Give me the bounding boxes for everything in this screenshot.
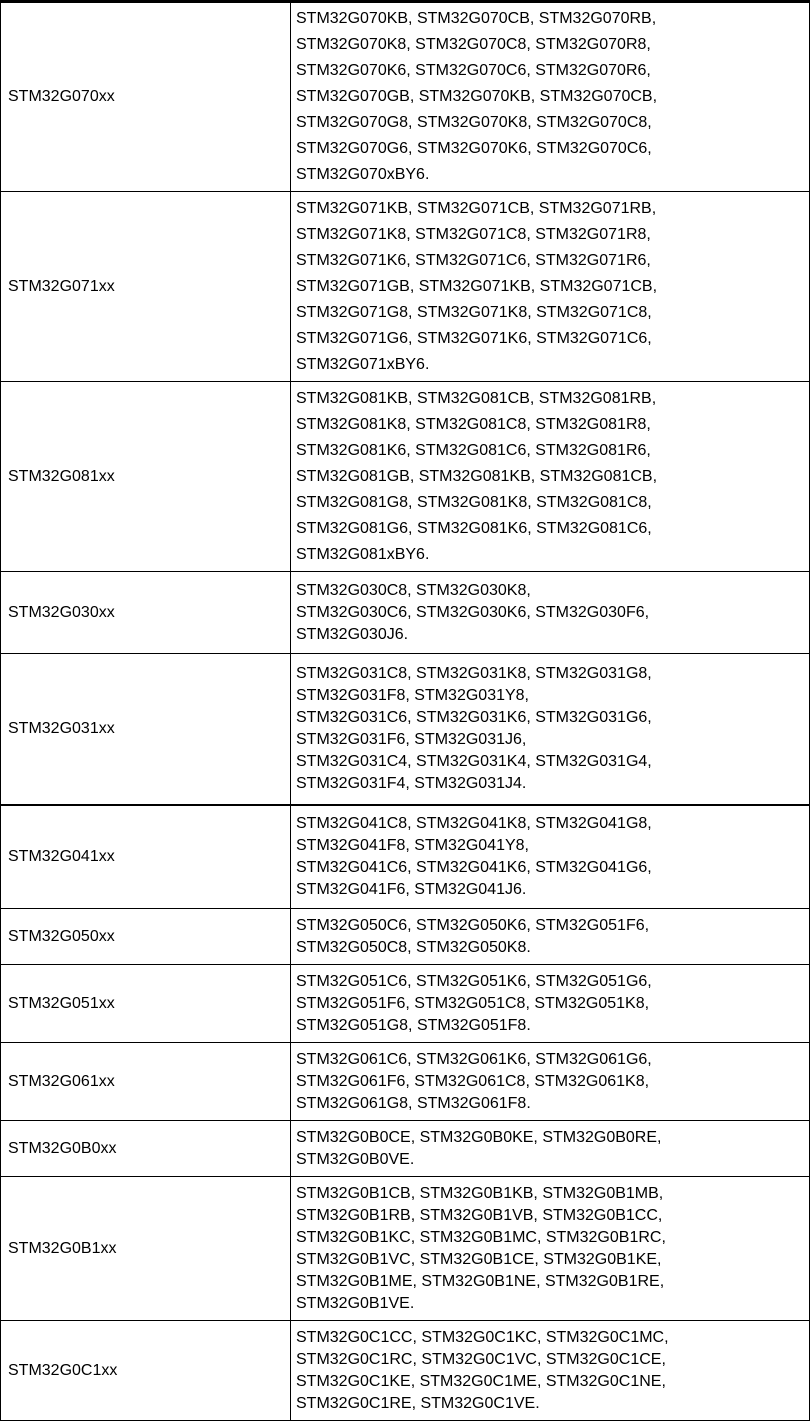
part-numbers-line: STM32G0C1KE, STM32G0C1ME, STM32G0C1NE, (296, 1372, 666, 1390)
part-numbers-line: STM32G051C6, STM32G051K6, STM32G051G6, (296, 972, 652, 990)
series-cell: STM32G030xx (1, 572, 291, 654)
part-numbers-line: STM32G070G8, STM32G070K8, STM32G070C8, (296, 114, 652, 131)
part-numbers-line: STM32G0B1VC, STM32G0B1CE, STM32G0B1KE, (296, 1250, 662, 1268)
part-numbers-line: STM32G081K6, STM32G081C6, STM32G081R6, (296, 441, 651, 459)
part-numbers-cell (291, 1121, 810, 1177)
table-row (1, 805, 810, 909)
part-numbers-line: STM32G051G8, STM32G051F8. (296, 1016, 531, 1034)
part-numbers-line: STM32G030C8, STM32G030K8, (296, 581, 531, 599)
part-numbers-line: STM32G070G6, STM32G070K6, STM32G070C6, (296, 140, 652, 157)
part-numbers-cell (291, 1043, 810, 1121)
part-numbers-line: STM32G081KB, STM32G081CB, STM32G081RB, (296, 389, 657, 407)
part-numbers-line: STM32G0B1KC, STM32G0B1MC, STM32G0B1RC, (296, 1228, 666, 1246)
part-numbers-line: STM32G0B0CE, STM32G0B0KE, STM32G0B0RE, (296, 1128, 662, 1146)
part-numbers-cell (291, 572, 810, 654)
series-cell: STM32G081xx (1, 382, 291, 572)
part-numbers-line: STM32G071G8, STM32G071K8, STM32G071C8, (296, 303, 652, 321)
series-cell: STM32G051xx (1, 965, 291, 1043)
series-cell: STM32G041xx (1, 805, 291, 909)
table-row (1, 654, 810, 805)
table-row (1, 909, 810, 965)
part-numbers-line: STM32G0B1VE. (296, 1294, 415, 1312)
part-numbers-line: STM32G070xBY6. (296, 166, 430, 183)
table-row (1, 572, 810, 654)
part-numbers-line: STM32G081G6, STM32G081K6, STM32G081C6, (296, 519, 652, 537)
part-numbers-line: STM32G0C1CC, STM32G0C1KC, STM32G0C1MC, (296, 1328, 669, 1346)
series-cell: STM32G050xx (1, 909, 291, 965)
part-numbers-line: STM32G071xBY6. (296, 355, 430, 373)
table-row (1, 2, 810, 192)
table-row (1, 1321, 810, 1421)
part-numbers-cell (291, 805, 810, 909)
part-numbers-cell (291, 192, 810, 382)
table-row (1, 382, 810, 572)
part-numbers-line: STM32G070K8, STM32G070C8, STM32G070R8, (296, 36, 651, 53)
part-numbers-line: STM32G071K6, STM32G071C6, STM32G071R6, (296, 251, 651, 269)
part-numbers-line: STM32G0C1RE, STM32G0C1VE. (296, 1394, 540, 1412)
part-numbers-line: STM32G0B1CB, STM32G0B1KB, STM32G0B1MB, (296, 1184, 664, 1202)
table-body (1, 2, 810, 1421)
part-numbers-cell (291, 382, 810, 572)
part-numbers-line: STM32G050C8, STM32G050K8. (296, 938, 531, 956)
part-numbers-line: STM32G0B0VE. (296, 1150, 415, 1168)
part-numbers-cell (291, 1177, 810, 1321)
part-numbers-line: STM32G071KB, STM32G071CB, STM32G071RB, (296, 199, 657, 217)
table-row (1, 192, 810, 382)
part-numbers-line: STM32G030C6, STM32G030K6, STM32G030F6, (296, 603, 650, 621)
part-numbers-line: STM32G041C8, STM32G041K8, STM32G041G8, (296, 814, 652, 832)
series-cell: STM32G070xx (1, 2, 291, 192)
series-cell: STM32G0B0xx (1, 1121, 291, 1177)
part-numbers-line: STM32G041C6, STM32G041K6, STM32G041G6, (296, 858, 652, 876)
part-numbers-line: STM32G030J6. (296, 625, 409, 643)
part-numbers-line: STM32G061F6, STM32G061C8, STM32G061K8, (296, 1072, 650, 1090)
part-numbers-line: STM32G050C6, STM32G050K6, STM32G051F6, (296, 916, 650, 934)
part-numbers-line: STM32G081G8, STM32G081K8, STM32G081C8, (296, 493, 652, 511)
series-cell: STM32G031xx (1, 654, 291, 805)
part-numbers-line: STM32G070K6, STM32G070C6, STM32G070R6, (296, 62, 651, 79)
part-numbers-line: STM32G081K8, STM32G081C8, STM32G081R8, (296, 415, 651, 433)
part-numbers-line: STM32G070GB, STM32G070KB, STM32G070CB, (296, 88, 658, 105)
part-numbers-line: STM32G031F8, STM32G031Y8, (296, 686, 529, 704)
part-numbers-line: STM32G031F6, STM32G031J6, (296, 730, 527, 748)
series-cell: STM32G071xx (1, 192, 291, 382)
series-cell: STM32G061xx (1, 1043, 291, 1121)
part-numbers-line: STM32G061C6, STM32G061K6, STM32G061G6, (296, 1050, 652, 1068)
part-numbers-cell (291, 909, 810, 965)
part-numbers-line: STM32G071K8, STM32G071C8, STM32G071R8, (296, 225, 651, 243)
part-numbers-line: STM32G041F6, STM32G041J6. (296, 880, 527, 898)
series-cell: STM32G0B1xx (1, 1177, 291, 1321)
part-numbers-line: STM32G0B1RB, STM32G0B1VB, STM32G0B1CC, (296, 1206, 663, 1224)
part-numbers-line: STM32G041F8, STM32G041Y8, (296, 836, 529, 854)
part-numbers-line: STM32G031C4, STM32G031K4, STM32G031G4, (296, 752, 652, 770)
part-numbers-cell (291, 965, 810, 1043)
part-numbers-line: STM32G081xBY6. (296, 545, 430, 563)
table-row (1, 965, 810, 1043)
part-numbers-cell (291, 654, 810, 805)
series-cell: STM32G0C1xx (1, 1321, 291, 1421)
part-numbers-line: STM32G081GB, STM32G081KB, STM32G081CB, (296, 467, 658, 485)
part-numbers-line: STM32G071G6, STM32G071K6, STM32G071C6, (296, 329, 652, 347)
part-numbers-line: STM32G061G8, STM32G061F8. (296, 1094, 531, 1112)
part-numbers-line: STM32G0C1RC, STM32G0C1VC, STM32G0C1CE, (296, 1350, 666, 1368)
part-numbers-line: STM32G0B1ME, STM32G0B1NE, STM32G0B1RE, (296, 1272, 665, 1290)
part-numbers-line: STM32G031C6, STM32G031K6, STM32G031G6, (296, 708, 652, 726)
part-numbers-line: STM32G051F6, STM32G051C8, STM32G051K8, (296, 994, 650, 1012)
part-numbers-line: STM32G071GB, STM32G071KB, STM32G071CB, (296, 277, 658, 295)
table-row (1, 1043, 810, 1121)
part-numbers-cell (291, 1321, 810, 1421)
table-row (1, 1121, 810, 1177)
part-numbers-line: STM32G070KB, STM32G070CB, STM32G070RB, (296, 10, 657, 27)
part-numbers-line: STM32G031F4, STM32G031J4. (296, 774, 527, 792)
table-row (1, 1177, 810, 1321)
part-numbers-line: STM32G031C8, STM32G031K8, STM32G031G8, (296, 664, 652, 682)
part-numbers-cell (291, 2, 810, 192)
